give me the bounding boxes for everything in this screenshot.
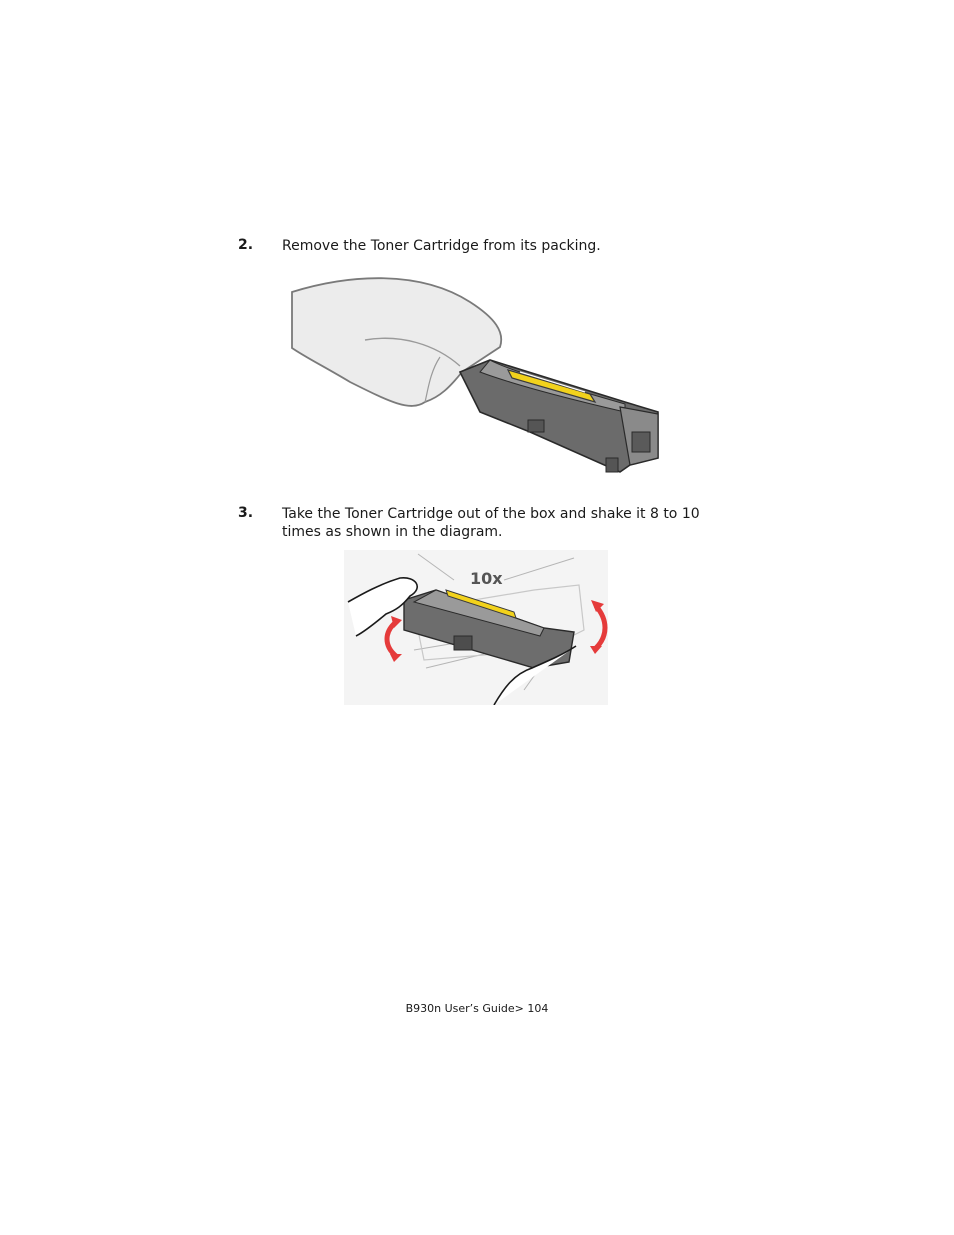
shake-count-label: 10x — [470, 569, 503, 588]
step-3-text-line1: Take the Toner Cartridge out of the box and shake it 8 to 10 — [282, 506, 700, 522]
step-2-number: 2. — [238, 237, 254, 253]
step-3-number: 3. — [238, 505, 254, 521]
step-2-text: Remove the Toner Cartridge from its packing. — [282, 238, 601, 254]
page-footer: B930n User’s Guide> 104 — [405, 1002, 549, 1015]
toner-shake-illustration — [344, 550, 608, 705]
step-3-text-line2: times as shown in the diagram. — [282, 524, 503, 540]
toner-removal-illustration — [290, 262, 662, 480]
